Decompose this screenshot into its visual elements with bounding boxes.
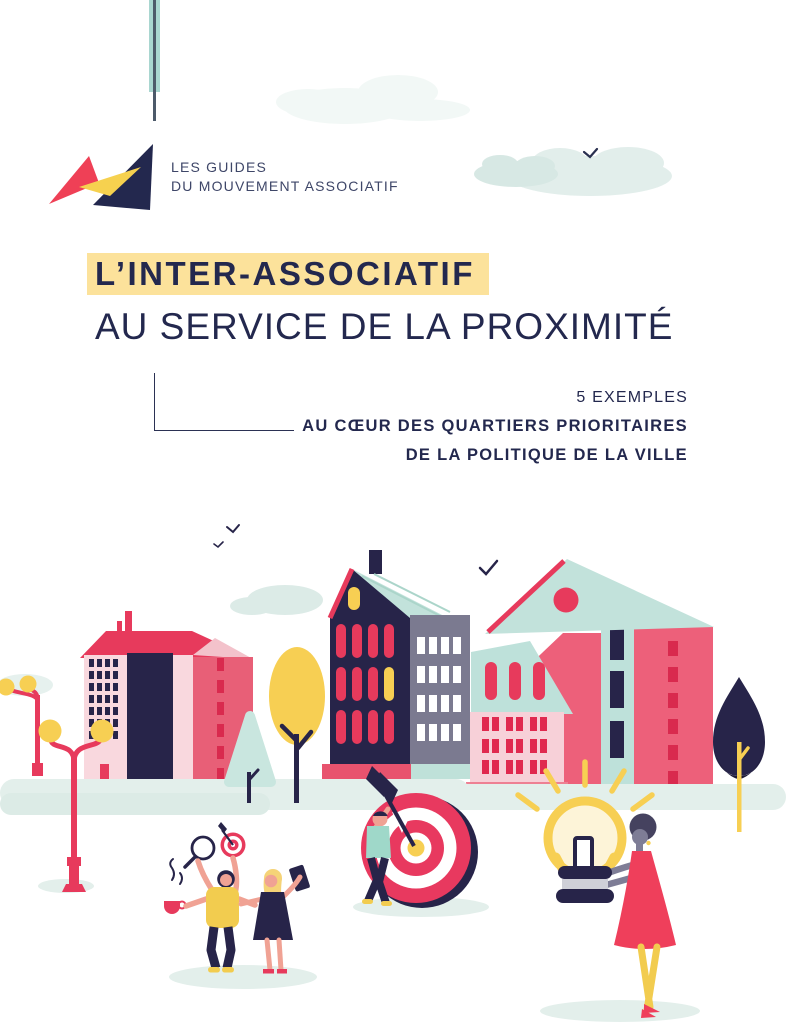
multitasking-man bbox=[186, 858, 255, 973]
triple-arrow-logo-icon bbox=[49, 142, 159, 212]
kicker-line1: 5 EXEMPLES bbox=[576, 389, 688, 406]
birds bbox=[214, 525, 239, 547]
rose-building-complex bbox=[466, 559, 714, 800]
logo bbox=[49, 142, 399, 212]
cloud-cluster bbox=[474, 147, 672, 196]
title-block bbox=[95, 253, 673, 349]
checkmark-icon bbox=[480, 561, 497, 574]
decorative-corner-line bbox=[154, 373, 294, 431]
people-pair bbox=[164, 822, 317, 989]
woman-with-clipboard bbox=[241, 864, 310, 973]
title-line2: AU SERVICE DE LA PROXIMITÉ bbox=[95, 306, 674, 347]
logo-line2: DU MOUVEMENT ASSOCIATIF bbox=[171, 178, 399, 194]
kicker-block bbox=[302, 389, 688, 475]
title-line1: L’INTER-ASSOCIATIF bbox=[87, 253, 489, 295]
city-illustration bbox=[0, 500, 786, 1024]
pink-apartment-building bbox=[80, 611, 253, 794]
ribbon-line bbox=[153, 0, 156, 121]
logo-text bbox=[171, 158, 399, 196]
kicker-line2: AU CŒUR DES QUARTIERS PRIORITAIRES bbox=[302, 417, 688, 435]
faint-cloud bbox=[276, 75, 470, 124]
bird-icon bbox=[584, 149, 597, 157]
coffee-cup-icon bbox=[164, 859, 186, 914]
logo-line1: LES GUIDES bbox=[171, 159, 268, 175]
mini-target-icon bbox=[218, 822, 246, 858]
navy-townhouse bbox=[322, 550, 470, 779]
kicker-line3: DE LA POLITIQUE DE LA VILLE bbox=[405, 446, 688, 464]
